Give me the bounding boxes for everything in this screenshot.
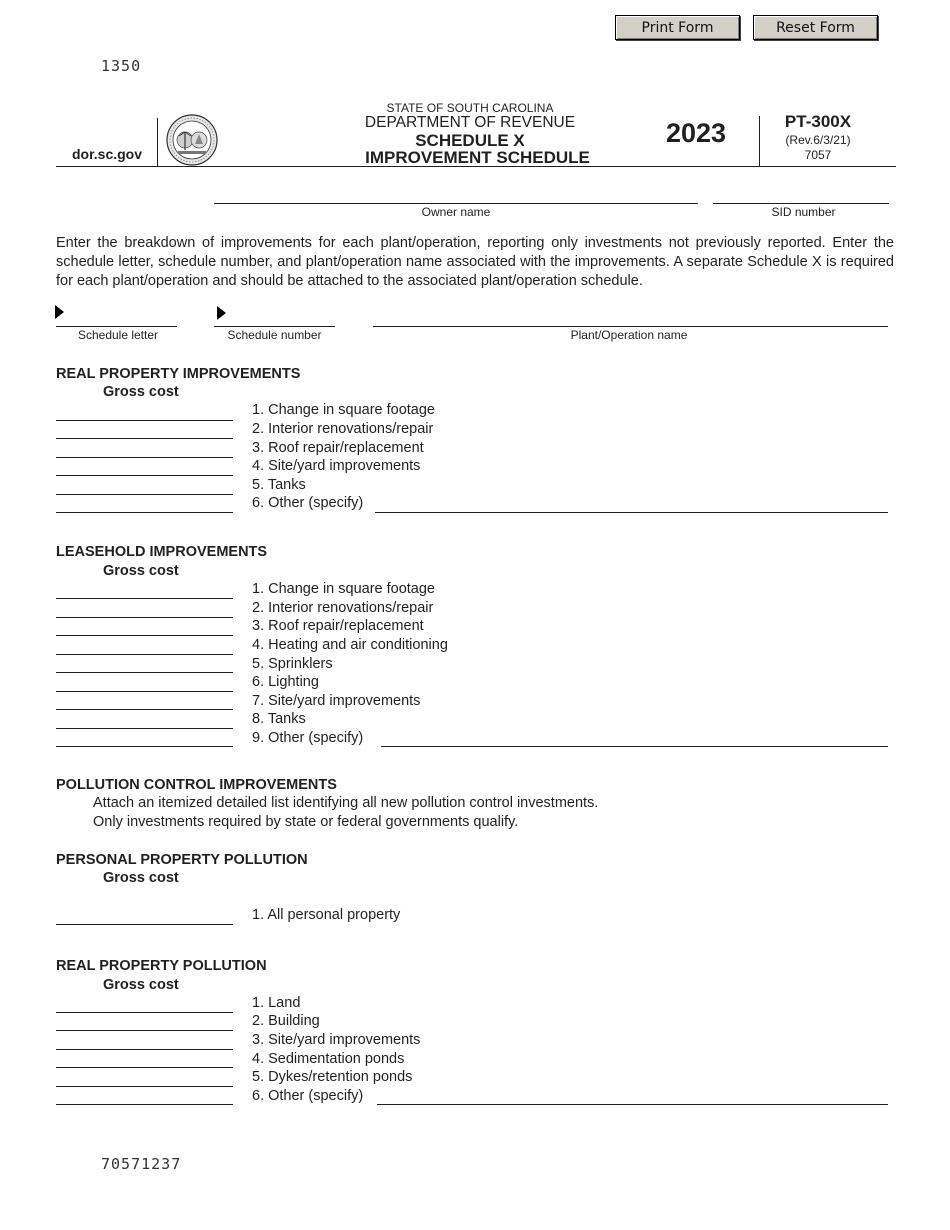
revision-date: (Rev.6/3/21)	[785, 133, 851, 147]
real-property-cost-field-4[interactable]	[56, 475, 233, 476]
schedule-name: SCHEDULE X	[415, 131, 525, 150]
real-property-other-specify-field[interactable]	[375, 512, 888, 513]
gross-cost-label: Gross cost	[103, 870, 179, 886]
real-pollution-cost-field-6[interactable]	[56, 1104, 233, 1105]
sid-number-field[interactable]	[713, 203, 889, 204]
real-pollution-item-4: 4. Sedimentation ponds	[252, 1051, 405, 1067]
leasehold-item-6: 6. Lighting	[252, 674, 319, 690]
real-property-cost-field-1[interactable]	[56, 420, 233, 421]
real-pollution-cost-field-2[interactable]	[56, 1030, 233, 1031]
arrow-right-icon	[55, 305, 64, 319]
real-property-improvements-heading: REAL PROPERTY IMPROVEMENTS	[56, 366, 301, 382]
schedule-number-label: Schedule number	[227, 328, 322, 342]
real-property-cost-field-6[interactable]	[56, 512, 233, 513]
form-number: PT-300X	[784, 112, 852, 131]
leasehold-item-1: 1. Change in square footage	[252, 581, 435, 597]
real-pollution-other-specify-field[interactable]	[377, 1104, 888, 1105]
leasehold-cost-field-8[interactable]	[56, 728, 233, 729]
real-pollution-cost-field-1[interactable]	[56, 1012, 233, 1013]
leasehold-item-8: 8. Tanks	[252, 711, 306, 727]
gross-cost-label: Gross cost	[103, 977, 179, 993]
pollution-control-heading: POLLUTION CONTROL IMPROVEMENTS	[56, 777, 337, 793]
header-rule	[56, 166, 896, 167]
form-code: 7057	[804, 148, 832, 162]
personal-property-cost-field-1[interactable]	[56, 924, 233, 925]
tax-year: 2023	[665, 118, 727, 148]
real-pollution-cost-field-3[interactable]	[56, 1049, 233, 1050]
real-property-item-3: 3. Roof repair/replacement	[252, 440, 424, 456]
owner-name-field[interactable]	[214, 203, 698, 204]
reset-form-button[interactable]: Reset Form	[753, 15, 878, 40]
leasehold-item-7: 7. Site/yard improvements	[252, 693, 421, 709]
instructions-text: Enter the breakdown of improvements for each plant/operation, reporting only investments not previously reported. Enter the schedule letter, schedule number, and plant/operation name associated with the improvements. A separate Schedule X is required for each plant/operation and should be attached to the associated plant/operation schedule.	[56, 235, 894, 289]
real-property-cost-field-3[interactable]	[56, 457, 233, 458]
leasehold-other-specify-field[interactable]	[381, 746, 888, 747]
schedule-number-field[interactable]	[214, 326, 335, 327]
header-divider-right	[759, 116, 760, 166]
personal-property-pollution-heading: PERSONAL PROPERTY POLLUTION	[56, 852, 308, 868]
real-pollution-item-1: 1. Land	[252, 995, 301, 1011]
pollution-control-note-1: Attach an itemized detailed list identifying all new pollution control investments.	[93, 795, 599, 811]
website-link[interactable]: dor.sc.gov	[72, 146, 143, 162]
leasehold-item-3: 3. Roof repair/replacement	[252, 618, 424, 634]
print-form-button[interactable]: Print Form	[615, 15, 740, 40]
leasehold-cost-field-6[interactable]	[56, 691, 233, 692]
schedule-letter-label: Schedule letter	[77, 328, 159, 342]
leasehold-item-2: 2. Interior renovations/repair	[252, 600, 434, 616]
leasehold-improvements-heading: LEASEHOLD IMPROVEMENTS	[56, 544, 268, 560]
real-property-pollution-heading: REAL PROPERTY POLLUTION	[56, 958, 267, 974]
real-pollution-item-5: 5. Dykes/retention ponds	[252, 1069, 413, 1085]
department-name: DEPARTMENT OF REVENUE	[364, 114, 576, 131]
real-pollution-item-3: 3. Site/yard improvements	[252, 1032, 421, 1048]
owner-name-label: Owner name	[421, 205, 491, 219]
real-pollution-item-6: 6. Other (specify)	[252, 1088, 364, 1104]
state-seal-icon	[166, 114, 218, 166]
real-property-cost-field-5[interactable]	[56, 494, 233, 495]
pollution-control-note-2: Only investments required by state or federal governments qualify.	[93, 814, 519, 830]
real-pollution-cost-field-5[interactable]	[56, 1086, 233, 1087]
real-property-cost-field-2[interactable]	[56, 438, 233, 439]
leasehold-cost-field-1[interactable]	[56, 598, 233, 599]
plant-operation-name-field[interactable]	[373, 326, 888, 327]
leasehold-item-5: 5. Sprinklers	[252, 656, 333, 672]
real-property-item-5: 5. Tanks	[252, 477, 306, 493]
gross-cost-label: Gross cost	[103, 563, 179, 579]
real-property-item-6: 6. Other (specify)	[252, 495, 364, 511]
real-property-item-2: 2. Interior renovations/repair	[252, 421, 434, 437]
form-title: IMPROVEMENT SCHEDULE	[365, 148, 590, 167]
form-id-code: 1350	[101, 57, 142, 75]
real-property-item-4: 4. Site/yard improvements	[252, 458, 421, 474]
real-pollution-item-2: 2. Building	[252, 1013, 320, 1029]
real-pollution-cost-field-4[interactable]	[56, 1067, 233, 1068]
state-name: STATE OF SOUTH CAROLINA	[386, 101, 554, 115]
personal-property-item-1: 1. All personal property	[252, 907, 401, 923]
real-property-item-1: 1. Change in square footage	[252, 402, 435, 418]
plant-operation-name-label: Plant/Operation name	[570, 328, 688, 342]
leasehold-item-4: 4. Heating and air conditioning	[252, 637, 448, 653]
schedule-letter-field[interactable]	[56, 326, 177, 327]
leasehold-cost-field-4[interactable]	[56, 654, 233, 655]
leasehold-cost-field-2[interactable]	[56, 617, 233, 618]
leasehold-cost-field-5[interactable]	[56, 672, 233, 673]
header-divider	[157, 118, 158, 166]
leasehold-cost-field-3[interactable]	[56, 635, 233, 636]
leasehold-cost-field-7[interactable]	[56, 709, 233, 710]
gross-cost-label: Gross cost	[103, 384, 179, 400]
form-barcode-number: 70571237	[101, 1155, 182, 1173]
sid-number-label: SID number	[771, 205, 836, 219]
arrow-right-icon	[217, 306, 226, 320]
leasehold-cost-field-9[interactable]	[56, 746, 233, 747]
leasehold-item-9: 9. Other (specify)	[252, 730, 364, 746]
